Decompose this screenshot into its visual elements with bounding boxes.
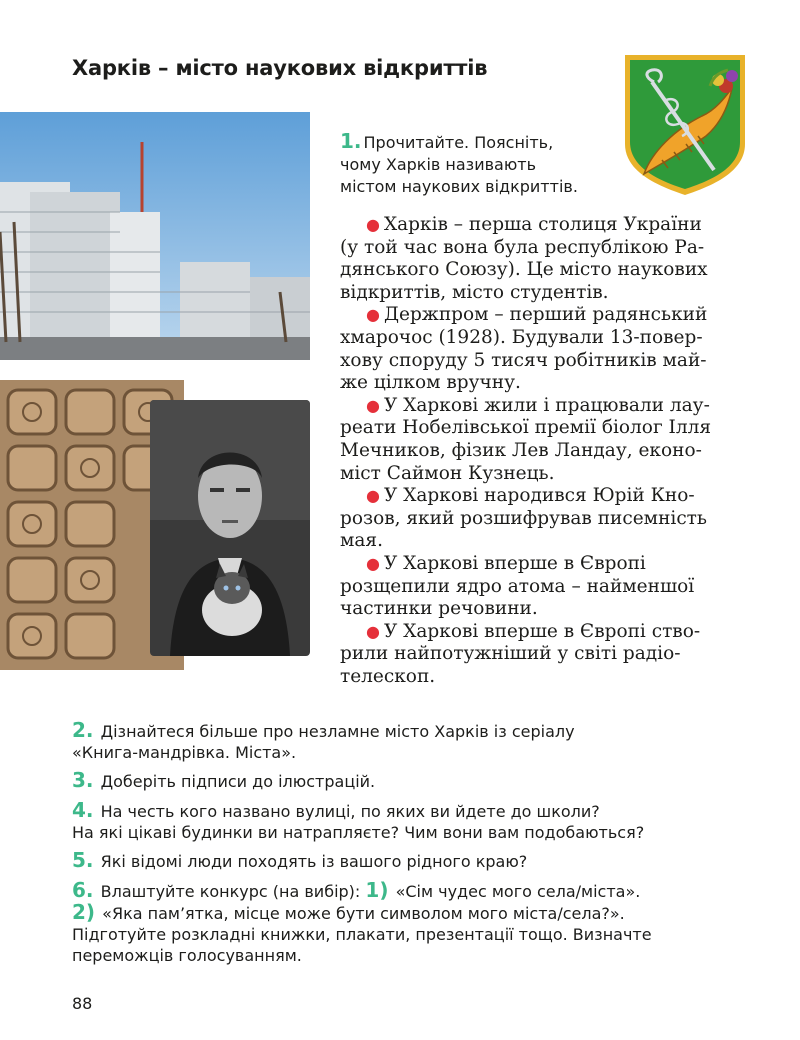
bullet-icon: ●: [366, 621, 380, 641]
fact-line: рили найпотужніший у світі радіо-: [340, 643, 681, 665]
fact-line: частинки речовини.: [340, 598, 538, 620]
fact-paragraph: [340, 485, 748, 553]
fact-line: мая.: [340, 530, 383, 552]
task-line: «Сім чудес мого села/міста».: [395, 882, 641, 901]
task-line: На честь кого названо вулиці, по яких ви йдете до школи?: [100, 802, 600, 821]
task-number: 5.: [72, 848, 94, 872]
derzhprom-photo: [0, 112, 310, 360]
fact-line: дянського Союзу). Це місто наукових: [340, 259, 708, 281]
task-number: 6.: [72, 878, 94, 902]
task-2: [72, 720, 712, 763]
fact-line: відкриттів, місто студентів.: [340, 281, 609, 303]
task-line: Влаштуйте конкурс (на вибір):: [100, 882, 361, 901]
fact-line: хову споруду 5 тисяч робітників май-: [340, 349, 707, 371]
fact-line: У Харкові вперше в Європі ство-: [383, 620, 701, 642]
task-3: [72, 770, 712, 792]
task-4: [72, 800, 712, 843]
fact-paragraph: [340, 214, 748, 304]
fact-line: розов, який розшифрував писемність: [340, 507, 707, 529]
fact-line: (у той час вона була республікою Ра-: [340, 236, 705, 258]
fact-paragraph: [340, 553, 748, 621]
fact-line: розщепили ядро атома – найменшої: [340, 575, 695, 597]
task-5: [72, 850, 712, 872]
fact-paragraph: [340, 621, 748, 689]
task-number: 4.: [72, 798, 94, 822]
facts-list: [340, 214, 748, 688]
bullet-icon: ●: [366, 215, 380, 234]
fact-paragraph: [340, 304, 748, 394]
task-line: Доберіть підписи до ілюстрацій.: [100, 772, 376, 791]
page-title: Харків – місто наукових відкриттів: [72, 56, 488, 80]
task-line: Дізнайтеся більше про незламне місто Харків із серіалу: [100, 722, 575, 741]
task-line: Які відомі люди походять із вашого рідного краю?: [100, 852, 528, 871]
task-line: На які цікаві будинки ви натрапляєте? Чим вони вам подобаються?: [72, 823, 645, 842]
task-1-line: чому Харків називають: [340, 155, 537, 174]
task-number: 1.: [340, 129, 362, 153]
task-1-line: містом наукових відкриттів.: [340, 177, 578, 196]
bullet-icon: ●: [366, 305, 380, 325]
task-1: [340, 130, 610, 198]
bullet-icon: ●: [366, 395, 380, 415]
task-6: [72, 880, 712, 966]
fact-line: Держпром – перший радянський: [383, 304, 708, 326]
fact-line: же цілком вручну.: [340, 372, 521, 394]
fact-line: Мечников, фізик Лев Ландау, еконо-: [340, 439, 702, 461]
task-line: «Книга-мандрівка. Міста».: [72, 743, 297, 762]
bullet-icon: ●: [366, 486, 380, 506]
fact-line: У Харкові жили і працювали лау-: [383, 394, 710, 416]
fact-line: У Харкові народився Юрій Кно-: [383, 485, 695, 507]
fact-line: міст Саймон Кузнець.: [340, 462, 555, 484]
kharkiv-coat-of-arms-icon: [622, 52, 748, 198]
option-number: 1): [365, 878, 389, 902]
fact-line: хмарочос (1928). Будували 13-повер-: [340, 326, 703, 348]
task-line: «Яка пам’ятка, місце може бути символом мого міста/села?».: [102, 904, 625, 923]
fact-line: У Харкові вперше в Європі: [383, 552, 646, 574]
fact-line: реати Нобелівської премії біолог Ілля: [340, 417, 712, 439]
page-number: 88: [72, 994, 93, 1013]
option-number: 2): [72, 900, 96, 924]
task-line: переможців голосуванням.: [72, 946, 302, 965]
bullet-icon: ●: [366, 553, 380, 573]
task-1-line: Прочитайте. Поясніть,: [363, 133, 554, 152]
task-number: 3.: [72, 768, 94, 792]
fact-line: телескоп.: [340, 665, 436, 687]
task-line: Підготуйте розкладні книжки, плакати, презентації тощо. Визначте: [72, 925, 652, 944]
fact-paragraph: [340, 395, 748, 485]
knorozov-portrait-photo: [150, 400, 310, 656]
task-number: 2.: [72, 718, 94, 742]
fact-line: Харків – перша столиця України: [383, 214, 702, 235]
